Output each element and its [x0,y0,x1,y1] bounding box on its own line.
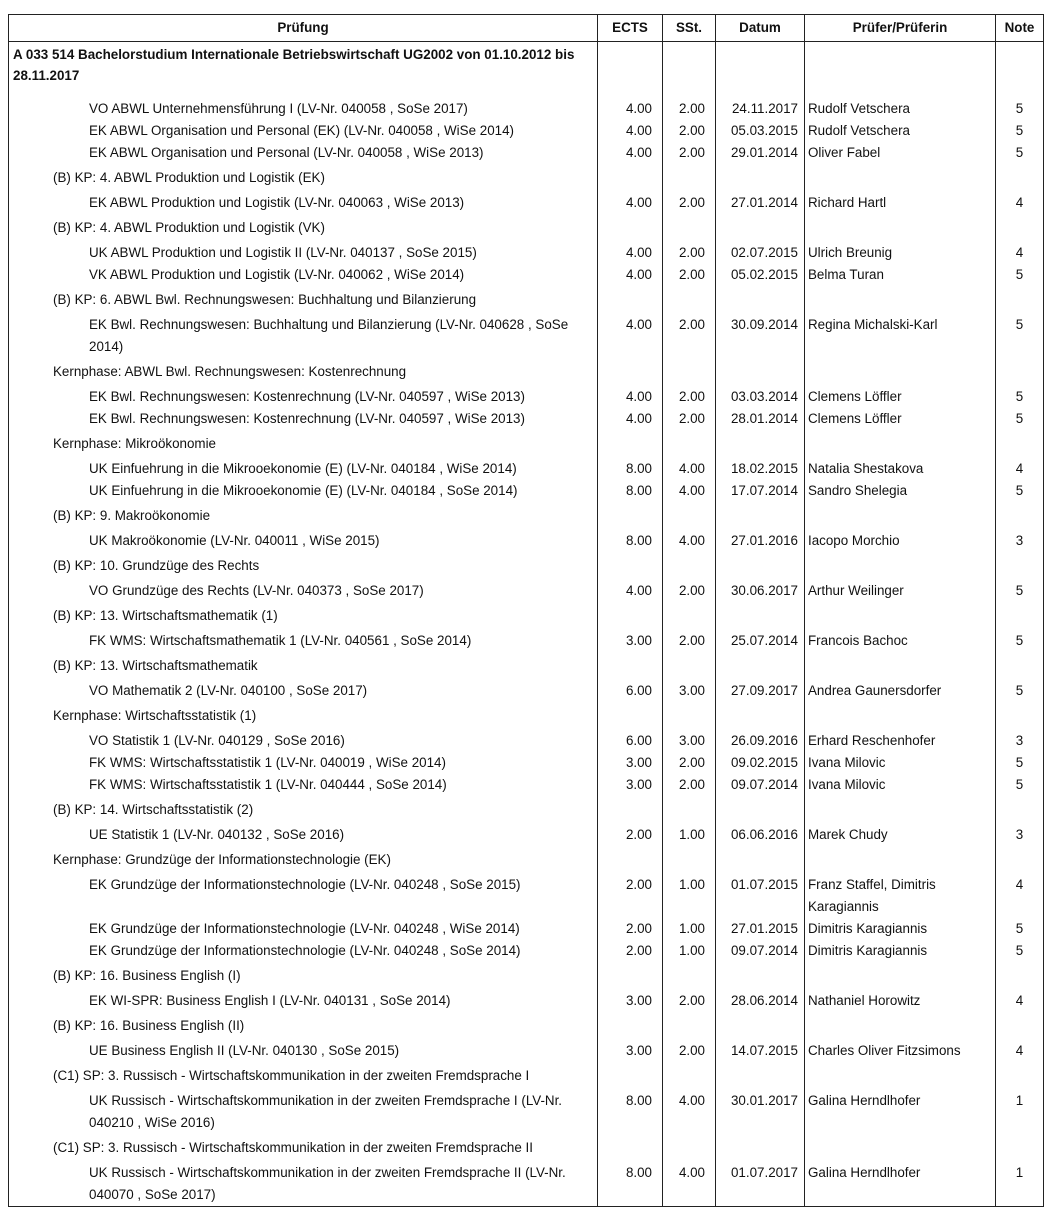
ects-value: 3.00 [598,1040,663,1062]
ects-value: 4.00 [598,242,663,264]
examiner-name: Galina Herndlhofer [805,1162,996,1207]
sst-value: 2.00 [663,1040,716,1062]
table-row [9,120,1044,142]
ects-value: 6.00 [598,680,663,702]
course-title: EK Bwl. Rechnungswesen: Buchhaltung und Bilanzierung (LV-Nr. 040628 , SoSe 2014) [9,314,598,358]
sst-value: 2.00 [663,990,716,1012]
grade-value: 5 [996,774,1044,796]
ects-value: 2.00 [598,918,663,940]
header-sst: SSt. [663,15,716,42]
exam-date: 28.06.2014 [716,990,805,1012]
course-title: VO Grundzüge des Rechts (LV-Nr. 040373 , SoSe 2017) [9,580,598,602]
table-row [9,480,1044,502]
group-title: (C1) SP: 3. Russisch - Wirtschaftskommunikation in der zweiten Fremdsprache II [9,1134,598,1162]
group-title: (C1) SP: 3. Russisch - Wirtschaftskommunikation in der zweiten Fremdsprache I [9,1062,598,1090]
ects-value: 2.00 [598,874,663,918]
examiner-name: Sandro Shelegia [805,480,996,502]
course-title: UE Statistik 1 (LV-Nr. 040132 , SoSe 2016) [9,824,598,846]
sst-value: 3.00 [663,730,716,752]
grade-value: 5 [996,940,1044,962]
examiner-name: Dimitris Karagiannis [805,918,996,940]
exam-date: 17.07.2014 [716,480,805,502]
group-row [9,702,1044,730]
group-row [9,286,1044,314]
sst-value: 2.00 [663,386,716,408]
grade-value: 5 [996,120,1044,142]
course-title: UK Einfuehrung in die Mikrooekonomie (E) (LV-Nr. 040184 , SoSe 2014) [9,480,598,502]
grade-value: 3 [996,730,1044,752]
group-row [9,962,1044,990]
sst-value: 2.00 [663,264,716,286]
grade-value: 4 [996,458,1044,480]
table-header-row [9,15,1044,42]
examiner-name: Erhard Reschenhofer [805,730,996,752]
ects-value: 3.00 [598,630,663,652]
ects-value: 4.00 [598,98,663,120]
grade-value: 5 [996,142,1044,164]
table-row [9,192,1044,214]
exam-date: 27.01.2016 [716,530,805,552]
exam-date: 26.09.2016 [716,730,805,752]
exam-date: 05.02.2015 [716,264,805,286]
ects-value: 4.00 [598,264,663,286]
group-title: (B) KP: 13. Wirtschaftsmathematik [9,652,598,680]
examiner-name: Franz Staffel, Dimitris Karagiannis [805,874,996,918]
sst-value: 2.00 [663,630,716,652]
course-title: UK Russisch - Wirtschaftskommunikation in der zweiten Fremdsprache II (LV-Nr. 040070 , SoSe 2017) [9,1162,598,1207]
ects-value: 8.00 [598,458,663,480]
group-row [9,430,1044,458]
table-row [9,1162,1044,1207]
course-title: UE Business English II (LV-Nr. 040130 , SoSe 2015) [9,1040,598,1062]
table-row [9,680,1044,702]
examiner-name: Marek Chudy [805,824,996,846]
course-title: VK ABWL Produktion und Logistik (LV-Nr. 040062 , WiSe 2014) [9,264,598,286]
exam-date: 02.07.2015 [716,242,805,264]
grade-value: 1 [996,1090,1044,1134]
program-title: A 033 514 Bachelorstudium Internationale Betriebswirtschaft UG2002 von 01.10.2012 bis 28.11.2017 [9,42,598,99]
exam-date: 24.11.2017 [716,98,805,120]
ects-value: 8.00 [598,1090,663,1134]
grade-value: 4 [996,192,1044,214]
table-row [9,1040,1044,1062]
group-title: Kernphase: ABWL Bwl. Rechnungswesen: Kostenrechnung [9,358,598,386]
ects-value: 4.00 [598,142,663,164]
group-row [9,1062,1044,1090]
exam-date: 01.07.2017 [716,1162,805,1207]
table-row [9,530,1044,552]
table-row [9,730,1044,752]
course-title: EK WI-SPR: Business English I (LV-Nr. 040131 , SoSe 2014) [9,990,598,1012]
sst-value: 2.00 [663,580,716,602]
exam-date: 09.07.2014 [716,774,805,796]
ects-value: 3.00 [598,990,663,1012]
table-row [9,458,1044,480]
ects-value: 2.00 [598,824,663,846]
grade-value: 3 [996,530,1044,552]
exam-date: 14.07.2015 [716,1040,805,1062]
examiner-name: Charles Oliver Fitzsimons [805,1040,996,1062]
sst-value: 1.00 [663,874,716,918]
ects-value: 3.00 [598,752,663,774]
group-row [9,846,1044,874]
course-title: UK Einfuehrung in die Mikrooekonomie (E) (LV-Nr. 040184 , WiSe 2014) [9,458,598,480]
ects-value: 8.00 [598,1162,663,1207]
table-row [9,918,1044,940]
exam-date: 27.09.2017 [716,680,805,702]
group-row [9,164,1044,192]
course-title: EK Bwl. Rechnungswesen: Kostenrechnung (LV-Nr. 040597 , WiSe 2013) [9,386,598,408]
sst-value: 4.00 [663,480,716,502]
examiner-name: Clemens Löffler [805,386,996,408]
course-title: EK Grundzüge der Informationstechnologie (LV-Nr. 040248 , SoSe 2015) [9,874,598,918]
group-title: (B) KP: 14. Wirtschaftsstatistik (2) [9,796,598,824]
sst-value: 1.00 [663,918,716,940]
group-title: Kernphase: Mikroökonomie [9,430,598,458]
sst-value: 2.00 [663,120,716,142]
grade-value: 4 [996,874,1044,918]
program-row [9,42,1044,99]
table-row [9,1090,1044,1134]
group-title: (B) KP: 16. Business English (II) [9,1012,598,1040]
examiner-name: Arthur Weilinger [805,580,996,602]
ects-value: 4.00 [598,192,663,214]
table-row [9,98,1044,120]
examiner-name: Dimitris Karagiannis [805,940,996,962]
ects-value: 4.00 [598,408,663,430]
group-row [9,652,1044,680]
table-row [9,630,1044,652]
header-ects: ECTS [598,15,663,42]
sst-value: 2.00 [663,142,716,164]
sst-value: 2.00 [663,242,716,264]
course-title: VO Mathematik 2 (LV-Nr. 040100 , SoSe 2017) [9,680,598,702]
grade-value: 4 [996,242,1044,264]
sst-value: 2.00 [663,752,716,774]
course-title: FK WMS: Wirtschaftsstatistik 1 (LV-Nr. 040444 , SoSe 2014) [9,774,598,796]
examiner-name: Francois Bachoc [805,630,996,652]
exam-date: 09.07.2014 [716,940,805,962]
sst-value: 4.00 [663,458,716,480]
grade-value: 5 [996,386,1044,408]
course-title: EK ABWL Organisation und Personal (LV-Nr. 040058 , WiSe 2013) [9,142,598,164]
exam-date: 06.06.2016 [716,824,805,846]
grade-value: 1 [996,1162,1044,1207]
examiner-name: Richard Hartl [805,192,996,214]
course-title: VO ABWL Unternehmensführung I (LV-Nr. 040058 , SoSe 2017) [9,98,598,120]
ects-value: 8.00 [598,480,663,502]
grade-value: 4 [996,990,1044,1012]
grade-value: 5 [996,98,1044,120]
ects-value: 2.00 [598,940,663,962]
table-row [9,408,1044,430]
exam-date: 27.01.2015 [716,918,805,940]
exam-date: 05.03.2015 [716,120,805,142]
group-row [9,1134,1044,1162]
table-row [9,774,1044,796]
exam-date: 27.01.2014 [716,192,805,214]
group-row [9,1012,1044,1040]
group-row [9,602,1044,630]
ects-value: 6.00 [598,730,663,752]
table-row [9,580,1044,602]
examiner-name: Oliver Fabel [805,142,996,164]
exam-date: 30.09.2014 [716,314,805,358]
table-row [9,874,1044,918]
group-title: (B) KP: 4. ABWL Produktion und Logistik (VK) [9,214,598,242]
exam-date: 28.01.2014 [716,408,805,430]
examiner-name: Natalia Shestakova [805,458,996,480]
course-title: FK WMS: Wirtschaftsstatistik 1 (LV-Nr. 040019 , WiSe 2014) [9,752,598,774]
ects-value: 4.00 [598,580,663,602]
course-title: EK Grundzüge der Informationstechnologie (LV-Nr. 040248 , WiSe 2014) [9,918,598,940]
sst-value: 2.00 [663,408,716,430]
grade-value: 3 [996,824,1044,846]
grade-value: 5 [996,752,1044,774]
grade-value: 5 [996,918,1044,940]
grade-value: 4 [996,1040,1044,1062]
sst-value: 2.00 [663,98,716,120]
course-title: EK ABWL Organisation und Personal (EK) (LV-Nr. 040058 , WiSe 2014) [9,120,598,142]
ects-value: 8.00 [598,530,663,552]
course-title: UK Russisch - Wirtschaftskommunikation in der zweiten Fremdsprache I (LV-Nr. 040210 , WiSe 2016) [9,1090,598,1134]
group-row [9,552,1044,580]
exam-date: 30.06.2017 [716,580,805,602]
examiner-name: Nathaniel Horowitz [805,990,996,1012]
group-title: Kernphase: Wirtschaftsstatistik (1) [9,702,598,730]
sst-value: 2.00 [663,314,716,358]
exam-date: 09.02.2015 [716,752,805,774]
sst-value: 4.00 [663,530,716,552]
examiner-name: Belma Turan [805,264,996,286]
grade-value: 5 [996,680,1044,702]
course-title: EK ABWL Produktion und Logistik (LV-Nr. 040063 , WiSe 2013) [9,192,598,214]
sst-value: 4.00 [663,1162,716,1207]
exam-date: 18.02.2015 [716,458,805,480]
sst-value: 1.00 [663,824,716,846]
examiner-name: Rudolf Vetschera [805,120,996,142]
group-title: (B) KP: 6. ABWL Bwl. Rechnungswesen: Buchhaltung und Bilanzierung [9,286,598,314]
group-title: Kernphase: Grundzüge der Informationstechnologie (EK) [9,846,598,874]
table-row [9,142,1044,164]
examiner-name: Clemens Löffler [805,408,996,430]
examiner-name: Iacopo Morchio [805,530,996,552]
course-title: EK Grundzüge der Informationstechnologie (LV-Nr. 040248 , SoSe 2014) [9,940,598,962]
course-title: EK Bwl. Rechnungswesen: Kostenrechnung (LV-Nr. 040597 , WiSe 2013) [9,408,598,430]
exam-date: 03.03.2014 [716,386,805,408]
exam-date: 30.01.2017 [716,1090,805,1134]
table-row [9,752,1044,774]
examiner-name: Ivana Milovic [805,752,996,774]
group-title: (B) KP: 4. ABWL Produktion und Logistik (EK) [9,164,598,192]
table-row [9,386,1044,408]
sst-value: 4.00 [663,1090,716,1134]
grade-value: 5 [996,630,1044,652]
group-row [9,214,1044,242]
examiner-name: Ivana Milovic [805,774,996,796]
header-datum: Datum [716,15,805,42]
course-title: UK ABWL Produktion und Logistik II (LV-Nr. 040137 , SoSe 2015) [9,242,598,264]
examiner-name: Regina Michalski-Karl [805,314,996,358]
table-row [9,990,1044,1012]
sst-value: 1.00 [663,940,716,962]
grade-value: 5 [996,408,1044,430]
group-title: (B) KP: 16. Business English (I) [9,962,598,990]
grade-value: 5 [996,264,1044,286]
header-pruefung: Prüfung [9,15,598,42]
transcript-sheet [8,14,1043,1207]
header-pruefer: Prüfer/Prüferin [805,15,996,42]
table-row [9,242,1044,264]
group-row [9,796,1044,824]
exam-date: 25.07.2014 [716,630,805,652]
group-title: (B) KP: 13. Wirtschaftsmathematik (1) [9,602,598,630]
table-row [9,264,1044,286]
ects-value: 3.00 [598,774,663,796]
sst-value: 3.00 [663,680,716,702]
table-row [9,940,1044,962]
examiner-name: Andrea Gaunersdorfer [805,680,996,702]
group-row [9,358,1044,386]
ects-value: 4.00 [598,120,663,142]
header-note: Note [996,15,1044,42]
grade-value: 5 [996,314,1044,358]
sst-value: 2.00 [663,192,716,214]
group-title: (B) KP: 10. Grundzüge des Rechts [9,552,598,580]
table-row [9,824,1044,846]
course-title: FK WMS: Wirtschaftsmathematik 1 (LV-Nr. 040561 , SoSe 2014) [9,630,598,652]
sst-value: 2.00 [663,774,716,796]
ects-value: 4.00 [598,314,663,358]
exam-date: 29.01.2014 [716,142,805,164]
grade-value: 5 [996,480,1044,502]
table-row [9,314,1044,358]
ects-value: 4.00 [598,386,663,408]
exam-results-table [8,14,1044,1207]
examiner-name: Ulrich Breunig [805,242,996,264]
group-row [9,502,1044,530]
examiner-name: Rudolf Vetschera [805,98,996,120]
group-title: (B) KP: 9. Makroökonomie [9,502,598,530]
exam-date: 01.07.2015 [716,874,805,918]
examiner-name: Galina Herndlhofer [805,1090,996,1134]
course-title: VO Statistik 1 (LV-Nr. 040129 , SoSe 2016) [9,730,598,752]
grade-value: 5 [996,580,1044,602]
course-title: UK Makroökonomie (LV-Nr. 040011 , WiSe 2015) [9,530,598,552]
